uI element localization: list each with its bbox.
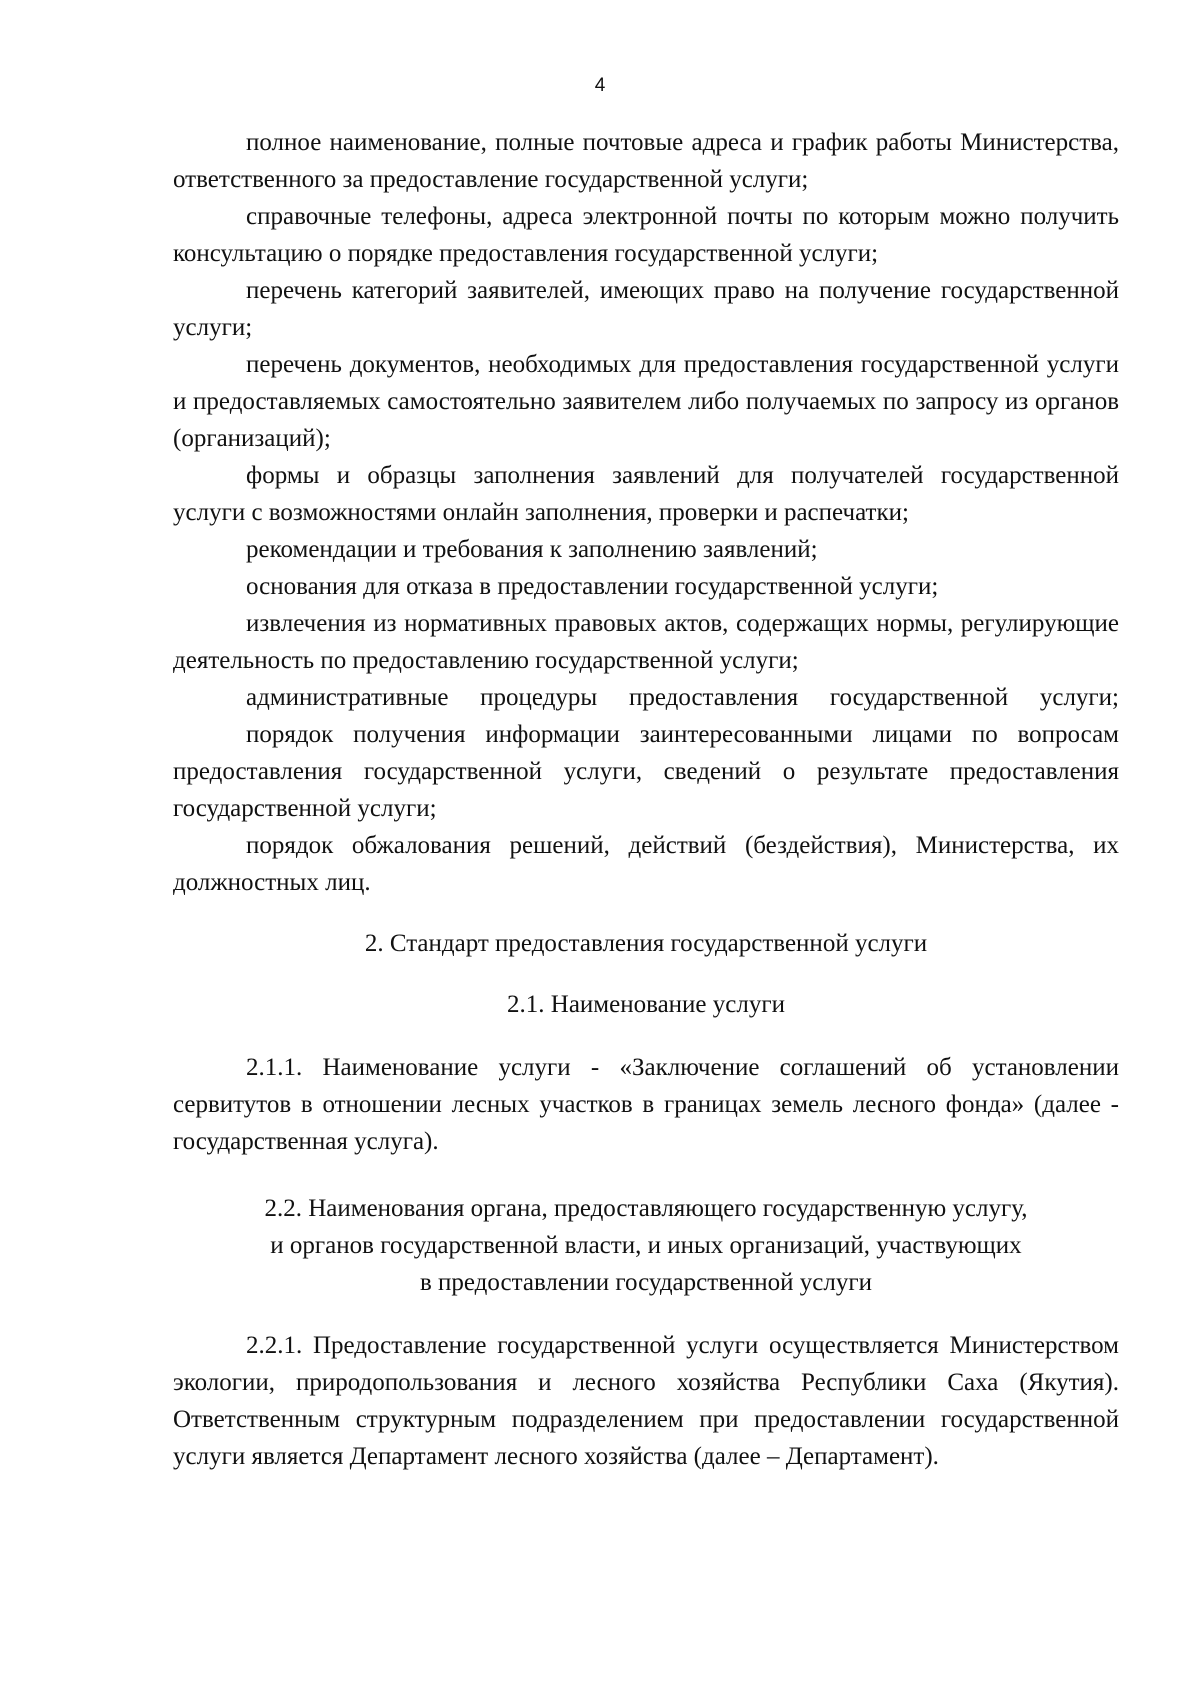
section-2-1-heading: 2.1. Наименование услуги bbox=[507, 991, 785, 1018]
list-item: рекомендации и требования к заполнению заявлений; bbox=[246, 536, 818, 563]
section-2-2-heading-line: и органов государственной власти, и иных организаций, участвующих bbox=[270, 1232, 1022, 1259]
paragraph-2-2-1: 2.2.1. Предоставление государственной услуги осуществляется Министерством экологии, природопользования и лесного хозяйства Республики Саха (Якутия). Ответственным структурным подразделением при предоставлении государственной услуги является Департамент лесного хозяйства (далее – Департамент). bbox=[173, 1332, 1119, 1470]
list-item: извлечения из нормативных правовых актов, содержащих нормы, регулирующие деятельность по предоставлению государственной услуги; bbox=[173, 610, 1119, 674]
spacer bbox=[173, 1023, 1119, 1049]
spacer bbox=[173, 901, 1119, 925]
list-item: формы и образцы заполнения заявлений для получателей государственной услуги с возможностями онлайн заполнения, проверки и распечатки; bbox=[173, 462, 1119, 526]
list-item: административные процедуры предоставления государственной услуги; bbox=[246, 684, 1119, 711]
section-2-heading: 2. Стандарт предоставления государственной услуги bbox=[364, 930, 928, 957]
list-item: полное наименование, полные почтовые адреса и график работы Министерства, ответственного за предоставление государственной услуги; bbox=[173, 129, 1119, 193]
list-item: перечень категорий заявителей, имеющих право на получение государственной услуги; bbox=[173, 277, 1119, 341]
section-2-2-heading bbox=[173, 1190, 1119, 1301]
list-item: порядок обжалования решений, действий (бездействия), Министерства, их должностных лиц. bbox=[173, 832, 1119, 896]
spacer bbox=[173, 1301, 1119, 1327]
spacer bbox=[173, 962, 1119, 986]
list-item: справочные телефоны, адреса электронной почты по которым можно получить консультацию о порядке предоставления государственной услуги; bbox=[173, 203, 1119, 267]
paragraph-2-1-1: 2.1.1. Наименование услуги - «Заключение соглашений об установлении сервитутов в отношении лесных участков в границах земель лесного фонда» (далее - государственная услуга). bbox=[173, 1054, 1119, 1155]
list-item: порядок получения информации заинтересованными лицами по вопросам предоставления государственной услуги, сведений о результате предоставления государственной услуги; bbox=[173, 721, 1119, 822]
list-item: основания для отказа в предоставлении государственной услуги; bbox=[246, 573, 939, 600]
list-item: перечень документов, необходимых для предоставления государственной услуги и предоставляемых самостоятельно заявителем либо получаемых по запросу из органов (организаций); bbox=[173, 351, 1119, 452]
section-2-2-heading-line: 2.2. Наименования органа, предоставляющего государственную услугу, bbox=[264, 1195, 1028, 1222]
page-number: 4 bbox=[594, 75, 606, 96]
document-body bbox=[173, 124, 1119, 1475]
spacer bbox=[173, 1160, 1119, 1190]
section-2-2-heading-line: в предоставлении государственной услуги bbox=[419, 1269, 873, 1296]
